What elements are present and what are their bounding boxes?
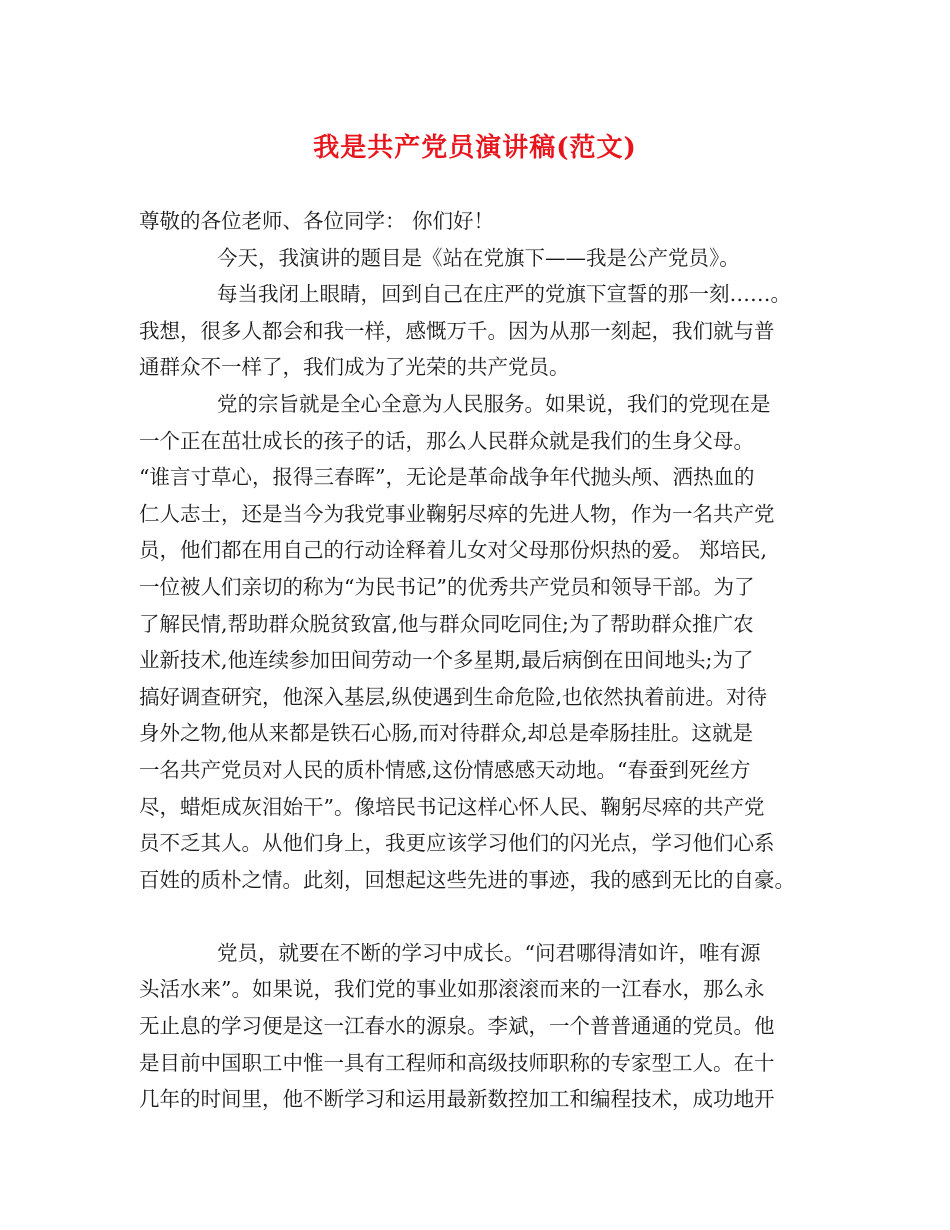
paragraph-line: 业新技术,他连续参加田间劳动一个多星期,最后病倒在田间地头;为了 <box>139 648 754 673</box>
paragraph-line: 尽，蜡炬成灰泪始干”。像培民书记这样心怀人民、鞠躬尽瘁的共产党 <box>139 794 765 819</box>
paragraph-line: 一位被人们亲切的称为“为民书记”的优秀共产党员和领导干部。为了 <box>139 574 755 599</box>
paragraph-line: 员，他们都在用自己的行动诠释着儿女对父母那份炽热的爱。 郑培民, <box>139 538 768 563</box>
paragraph-line: 头活水来”。如果说，我们党的事业如那滚滚而来的一江春水，那么永 <box>139 977 765 1002</box>
document-body <box>139 203 829 1118</box>
paragraph-line: 是目前中国职工中惟一具有工程师和高级技师职称的专家型工人。在十 <box>139 1050 775 1075</box>
paragraph-line: 了解民情,帮助群众脱贫致富,他与群众同吃同住;为了帮助群众推广农 <box>139 611 754 636</box>
paragraph-line: 我想，很多人都会和我一样，感慨万千。因为从那一刻起，我们就与普 <box>139 318 775 343</box>
salutation-line: 尊敬的各位老师、各位同学： 你们好！ <box>139 209 495 233</box>
paragraph-line: 仁人志士，还是当今为我党事业鞠躬尽瘁的先进人物，作为一名共产党 <box>139 501 775 526</box>
paragraph-line: 党员，就要在不断的学习中成长。“问君哪得清如许，唯有源 <box>217 940 761 965</box>
paragraph-line: “谁言寸草心，报得三春晖”，无论是革命战争年代抛头颅、洒热血的 <box>139 465 755 490</box>
paragraph-line: 每当我闭上眼睛，回到自己在庄严的党旗下宣誓的那一刻……。 <box>217 282 791 307</box>
paragraph-line: 几年的时间里，他不断学习和运用最新数控加工和编程技术，成功地开 <box>139 1087 775 1112</box>
paragraph-line: 员不乏其人。从他们身上，我更应该学习他们的闪光点，学习他们心系 <box>139 831 775 856</box>
document-title: 我是共产党员演讲稿(范文) <box>313 133 637 163</box>
paragraph-line: 一个正在茁壮成长的孩子的话，那么人民群众就是我们的生身父母。 <box>139 428 754 453</box>
paragraph-line: 今天，我演讲的题目是《站在党旗下——我是公产党员》。 <box>217 245 740 270</box>
paragraph-line: 百姓的质朴之情。此刻，回想起这些先进的事迹，我的感到无比的自豪。 <box>139 867 795 892</box>
paragraph-line: 搞好调查研究，他深入基层,纵使遇到生命危险,也依然执着前进。对待 <box>139 684 768 709</box>
paragraph-line: 无止息的学习便是这一江春水的源泉。李斌，一个普普通通的党员。他 <box>139 1014 775 1039</box>
paragraph-line: 身外之物,他从来都是铁石心肠,而对待群众,却总是牵肠挂肚。这就是 <box>139 721 754 746</box>
paragraph-line: 党的宗旨就是全心全意为人民服务。如果说，我们的党现在是 <box>217 391 771 416</box>
paragraph-line: 一名共产党员对人民的质朴情感,这份情感感天动地。“春蚕到死丝方 <box>139 757 751 782</box>
paragraph-line: 通群众不一样了，我们成为了光荣的共产党员。 <box>139 355 570 380</box>
paragraph-spacer <box>139 898 829 935</box>
